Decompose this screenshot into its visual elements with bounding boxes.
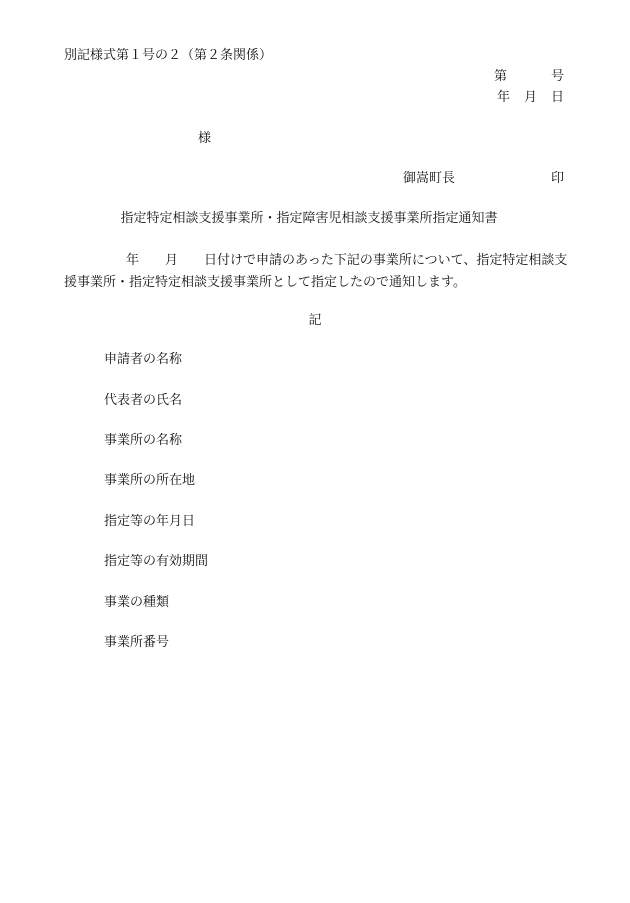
list-item-representative-name: 代表者の氏名 <box>104 393 183 408</box>
seal-mark: 印 <box>550 171 564 186</box>
addressee-suffix: 様 <box>198 131 212 146</box>
document-number-line <box>494 68 564 86</box>
body-paragraph <box>64 250 568 294</box>
ki-heading: 記 <box>308 313 322 328</box>
list-item-validity-period: 指定等の有効期間 <box>104 554 209 569</box>
list-item-office-number: 事業所番号 <box>104 635 170 650</box>
number-suffix: 号 <box>550 69 564 84</box>
number-prefix: 第 <box>493 69 507 84</box>
document-date-line <box>497 89 564 107</box>
issuer-name: 御嵩町長 <box>402 171 455 186</box>
list-item-business-type: 事業の種類 <box>104 595 170 610</box>
body-year: 年 <box>126 253 140 268</box>
list-item-designation-date: 指定等の年月日 <box>104 514 196 529</box>
date-year: 年 <box>496 90 510 105</box>
list-item-applicant-name: 申請者の名称 <box>104 352 183 367</box>
form-identifier: 別記様式第１号の２（第２条関係） <box>64 48 273 63</box>
body-text: 日付けで申請のあった下記の事業所について、指定特定相談支援事業所・指定特定相談支援事業所として指定したので通知します。 <box>64 253 568 290</box>
date-month: 月 <box>523 90 537 105</box>
issuer-line <box>403 170 564 188</box>
date-day: 日 <box>550 90 564 105</box>
body-month: 月 <box>165 253 179 268</box>
list-item-office-name: 事業所の名称 <box>104 433 183 448</box>
document-title: 指定特定相談支援事業所・指定障害児相談支援事業所指定通知書 <box>120 211 498 226</box>
list-item-office-address: 事業所の所在地 <box>104 473 196 488</box>
